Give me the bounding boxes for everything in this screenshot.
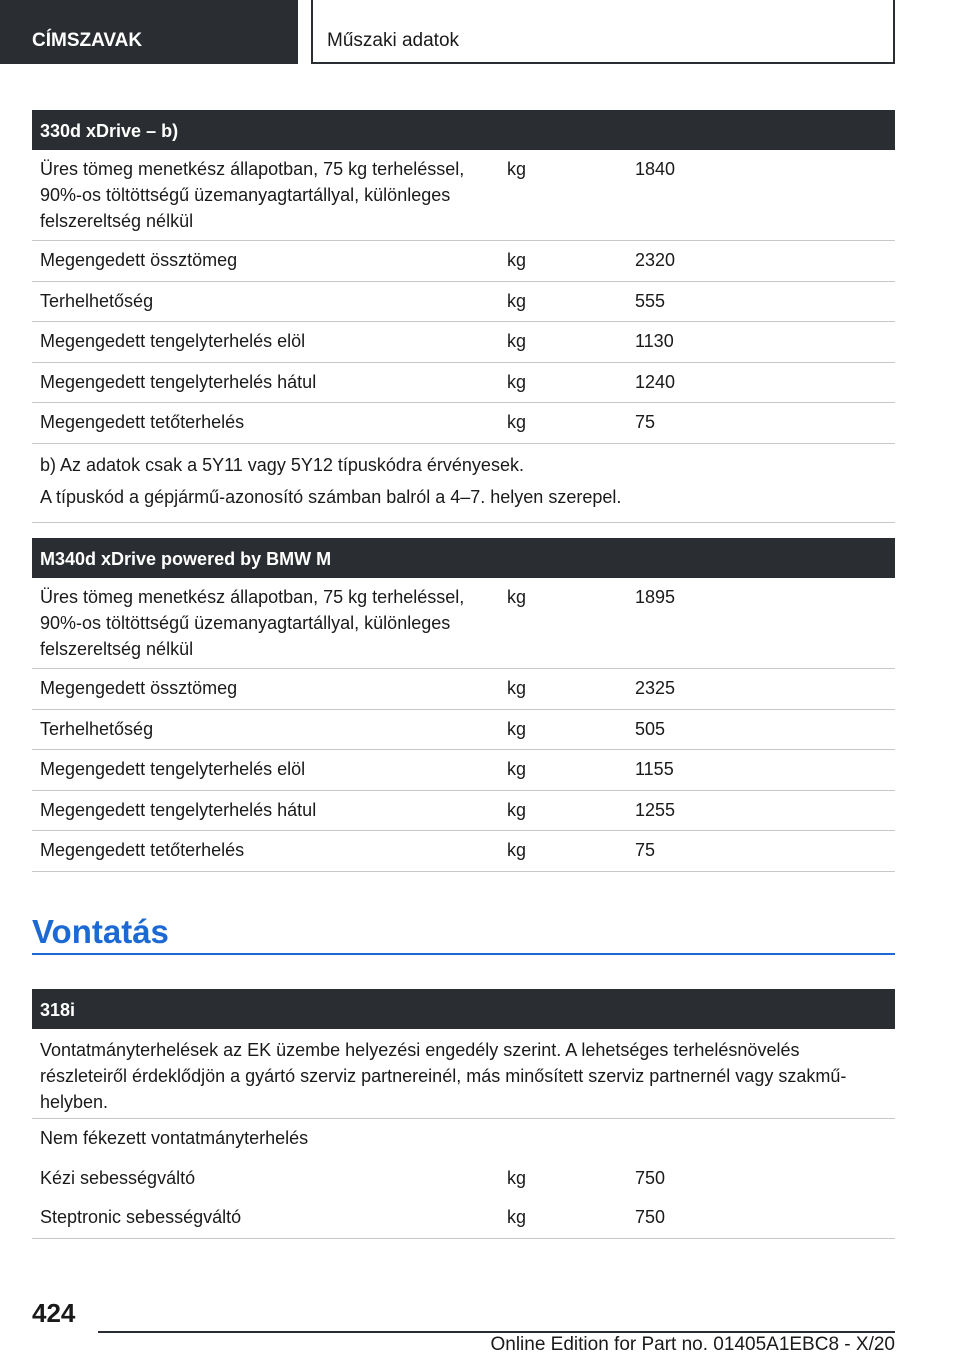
table-note bbox=[32, 444, 895, 523]
row-value: 75 bbox=[635, 840, 656, 860]
row-label: Megengedett tengelyterhelés elöl bbox=[40, 331, 306, 351]
table-intro: Vontatmányterhelések az EK üzembe helyezési engedély szerint. A lehetséges terhelésnövelés részleteiről érdeklődjön a gyártó szerviz partnereinél, más minősített szerviz partnernél vagy szakműhelyben. bbox=[32, 1029, 895, 1119]
table-row bbox=[32, 150, 895, 241]
table-row bbox=[32, 750, 895, 791]
table-row bbox=[32, 322, 895, 363]
table-row bbox=[32, 241, 895, 282]
row-value: 750 bbox=[635, 1207, 666, 1227]
row-value: 2325 bbox=[635, 678, 676, 698]
row-label: Megengedett össztömeg bbox=[40, 250, 238, 270]
page-header-title: Műszaki adatok bbox=[311, 0, 895, 64]
row-unit: kg bbox=[507, 799, 527, 820]
table-row bbox=[32, 1159, 895, 1199]
row-value: 505 bbox=[635, 718, 666, 739]
note-line: b) Az adatok csak a 5Y11 vagy 5Y12 típuskódra érvényesek. bbox=[40, 454, 524, 475]
row-unit: kg bbox=[507, 371, 527, 392]
footer-edition: Online Edition for Part no. 01405A1EBC8 - X/20 bbox=[490, 1334, 895, 1355]
table-row bbox=[32, 363, 895, 404]
table-subheading: Nem fékezett vontatmányterhelés bbox=[40, 1128, 309, 1148]
table-row bbox=[32, 282, 895, 323]
row-label: Üres tömeg menetkész állapotban, 75 kg terheléssel, 90%-os töltöttségű üzemanyagtartállyal, különleges felszereltség nélkül bbox=[40, 159, 465, 231]
row-label: Steptronic sebességváltó bbox=[40, 1207, 242, 1227]
row-label: Terhelhetőség bbox=[40, 718, 154, 739]
row-label: Megengedett tengelyterhelés hátul bbox=[40, 799, 317, 820]
row-unit: kg bbox=[507, 331, 527, 351]
row-label: Kézi sebességváltó bbox=[40, 1167, 196, 1188]
table-row bbox=[32, 669, 895, 710]
row-value: 1155 bbox=[635, 759, 674, 779]
row-value: 2320 bbox=[635, 250, 676, 270]
row-unit: kg bbox=[507, 1167, 527, 1188]
table-row bbox=[32, 578, 895, 669]
row-label: Megengedett tetőterhelés bbox=[40, 412, 245, 432]
row-label: Megengedett össztömeg bbox=[40, 678, 238, 698]
row-unit: kg bbox=[507, 159, 527, 179]
row-unit: kg bbox=[507, 759, 527, 779]
row-value: 750 bbox=[635, 1167, 666, 1188]
table-m340d-title: M340d xDrive powered by BMW M bbox=[32, 538, 895, 578]
table-row bbox=[32, 791, 895, 832]
table-318i bbox=[32, 989, 895, 1239]
row-value: 1255 bbox=[635, 799, 676, 820]
row-unit: kg bbox=[507, 678, 527, 698]
row-unit: kg bbox=[507, 718, 527, 739]
row-value: 555 bbox=[635, 290, 666, 311]
section-heading-vontatas: Vontatás bbox=[32, 910, 895, 955]
row-value: 1130 bbox=[635, 331, 674, 351]
row-value: 75 bbox=[635, 412, 656, 432]
page-number: 424 bbox=[32, 1298, 76, 1328]
row-value: 1895 bbox=[635, 587, 676, 607]
row-unit: kg bbox=[507, 840, 527, 860]
row-unit: kg bbox=[507, 587, 527, 607]
section-tab[interactable]: CÍMSZAVAK bbox=[0, 0, 298, 64]
row-label: Terhelhetőség bbox=[40, 290, 154, 311]
table-row bbox=[32, 710, 895, 751]
row-unit: kg bbox=[507, 290, 527, 311]
table-row bbox=[32, 1198, 895, 1239]
row-label: Megengedett tengelyterhelés hátul bbox=[40, 371, 317, 392]
table-subheading-row bbox=[32, 1119, 895, 1159]
row-label: Megengedett tengelyterhelés elöl bbox=[40, 759, 306, 779]
row-unit: kg bbox=[507, 1207, 527, 1227]
row-unit: kg bbox=[507, 250, 527, 270]
row-label: Megengedett tetőterhelés bbox=[40, 840, 245, 860]
table-330d bbox=[32, 110, 895, 523]
row-label: Üres tömeg menetkész állapotban, 75 kg terheléssel, 90%-os töltöttségű üzemanyagtartállyal, különleges felszereltség nélkül bbox=[40, 587, 465, 659]
row-unit: kg bbox=[507, 412, 527, 432]
table-m340d bbox=[32, 538, 895, 872]
table-330d-title: 330d xDrive – b) bbox=[32, 110, 895, 150]
table-318i-title: 318i bbox=[32, 989, 895, 1029]
row-value: 1240 bbox=[635, 371, 676, 392]
note-line: A típuskód a gépjármű-azonosító számban balról a 4–7. helyen szerepel. bbox=[40, 486, 622, 507]
table-row bbox=[32, 403, 895, 444]
table-row bbox=[32, 831, 895, 872]
row-value: 1840 bbox=[635, 159, 676, 179]
